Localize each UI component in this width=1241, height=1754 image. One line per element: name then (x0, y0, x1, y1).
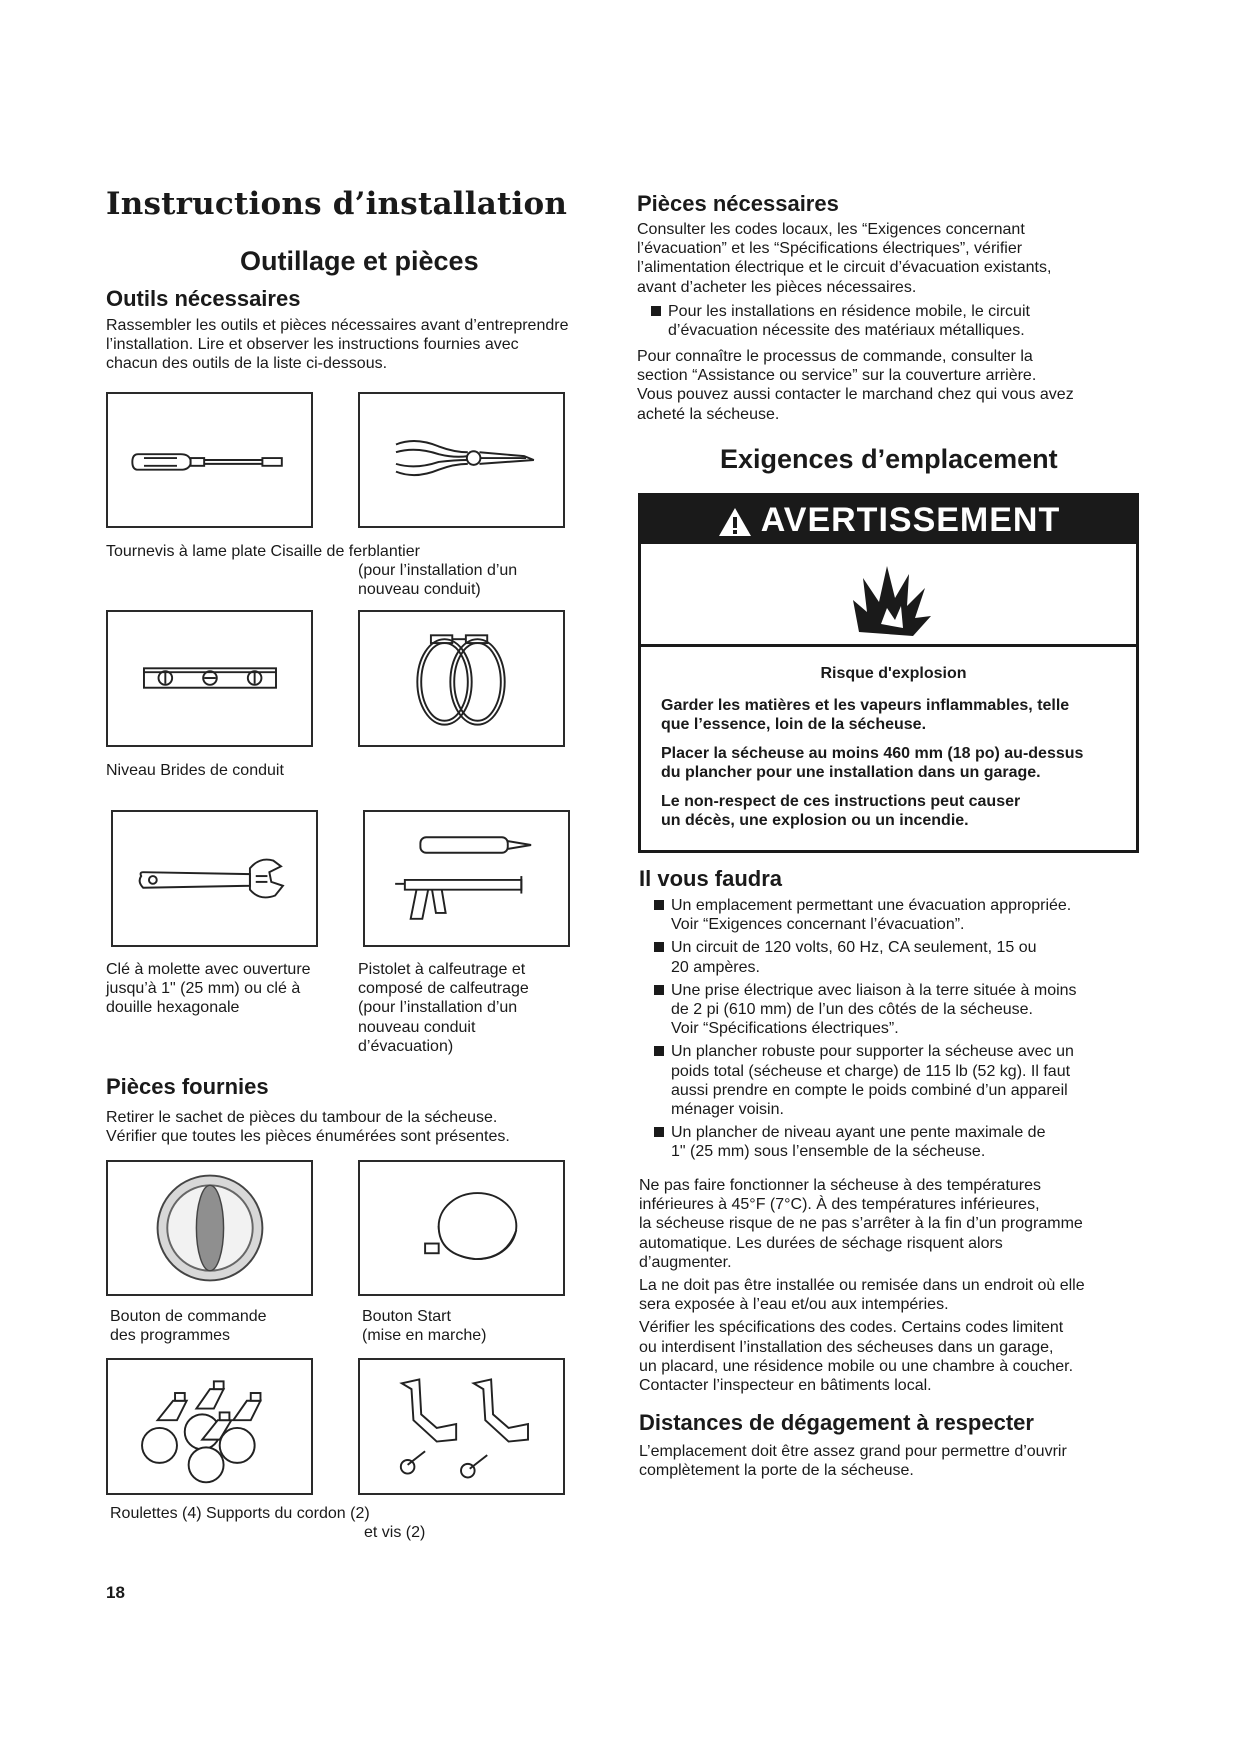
text-line: (pour l’installation d’un (358, 999, 518, 1017)
text-line: du plancher pour une installation dans un garage. (661, 764, 1041, 781)
text-line: complètement la porte de la sécheuse. (639, 1462, 914, 1480)
parts-needed-text (637, 220, 1137, 297)
tools-heading: Outils nécessaires (106, 286, 301, 311)
text-line: poids total (sécheuse et charge) de 115 lb (52 kg). Il faut (671, 1062, 1071, 1080)
text-line: Garder les matières et les vapeurs inflammables, telle (661, 696, 1070, 714)
bullet-icon (654, 985, 664, 995)
text-line: (pour l’installation d’un (358, 562, 518, 579)
screwdriver-icon (108, 394, 311, 526)
start-button-illustration (358, 1160, 565, 1296)
page-number: 18 (106, 1583, 125, 1602)
text-line: Voir “Exigences concernant l’évacuation”. (671, 916, 965, 934)
bullet-icon (654, 1046, 664, 1056)
clearance-heading: Distances de dégagement à respecter (639, 1410, 1034, 1435)
text-line: Pour les installations en résidence mobile, le circuit (668, 303, 1030, 320)
text-line: Un plancher robuste pour supporter la sécheuse avec un (671, 1043, 1074, 1061)
tools-caption: Tournevis à lame plate Cisaille de ferblantier (106, 543, 420, 560)
cycle-knob-caption (110, 1307, 267, 1345)
parts-supplied-intro (106, 1108, 510, 1146)
warning-paragraph (661, 744, 1126, 783)
paragraph (639, 1176, 1139, 1272)
level-illustration (106, 610, 313, 747)
bullet-icon (654, 900, 664, 910)
warning-text (661, 664, 1126, 840)
text-line: que l’essence, loin de la sécheuse. (661, 716, 927, 733)
text-line: l’alimentation électrique et le circuit d’évacuation existants, (637, 259, 1052, 277)
text-line: acheté la sécheuse. (637, 405, 780, 423)
text-line: Le non-respect de ces instructions peut causer (661, 792, 1021, 810)
text-line: des programmes (110, 1327, 231, 1345)
paragraph (639, 1318, 1139, 1395)
text-line: inférieures à 45°F (7°C). À des températures inférieures, (639, 1196, 1040, 1214)
text-line: un placard, une résidence mobile ou une chambre à coucher. (639, 1357, 1074, 1375)
explosion-pictogram (641, 544, 1136, 647)
text-line: L’emplacement doit être assez grand pour permettre d’ouvrir (639, 1443, 1067, 1460)
text-line: 1" (25 mm) sous l’ensemble de la sécheuse. (671, 1143, 986, 1161)
text-line: La ne doit pas être installée ou remisée dans un endroit où elle (639, 1277, 1085, 1295)
text-line: Un emplacement permettant une évacuation appropriée. (671, 897, 1072, 914)
text-line: Placer la sécheuse au moins 460 mm (18 po) au-dessus (661, 744, 1084, 762)
warning-risk: Risque d'explosion (820, 665, 967, 682)
text-line: Consulter les codes locaux, les “Exigences concernant (637, 221, 1025, 238)
cord-support-icon (360, 1360, 563, 1493)
explosion-icon (641, 544, 1136, 644)
text-line: Une prise électrique avec liaison à la terre située à moins (671, 981, 1077, 999)
warning-paragraph (661, 696, 1126, 735)
tin-snips-icon (360, 394, 563, 526)
text-line: Ne pas faire fonctionner la sécheuse à des températures (639, 1177, 1042, 1194)
cord-supports-illustration (358, 1358, 565, 1495)
level-icon (108, 612, 311, 745)
text-line: Pour connaître le processus de commande, consulter la (637, 348, 1033, 365)
text-line: 20 ampères. (671, 958, 760, 976)
location-title: Exigences d’emplacement (720, 444, 1058, 474)
text-line: ou interdisent l’installation des sécheuses dans un garage, (639, 1338, 1054, 1356)
text-line: ménager voisin. (671, 1101, 784, 1119)
text-line: Bouton de commande (110, 1308, 267, 1325)
text-line: de 2 pi (610 mm) de l’un des côtés de la sécheuse. (671, 1001, 1033, 1019)
screws-note: et vis (2) (364, 1524, 426, 1541)
control-knob-icon (108, 1162, 311, 1294)
text-line: d’évacuation) (358, 1037, 454, 1055)
caulking-gun-icon (365, 812, 568, 945)
duct-clamps-illustration (358, 610, 565, 747)
text-line: aussi prendre en compte le poids combiné d’un appareil (671, 1081, 1068, 1099)
text-line: section “Assistance ou service” sur la couverture arrière. (637, 367, 1037, 385)
list-item (653, 1123, 1133, 1161)
text-line: Vérifier les spécifications des codes. Certains codes limitent (639, 1319, 1064, 1337)
text-line: Vérifier que toutes les pièces énumérées sont présentes. (106, 1128, 510, 1146)
text-line: Pistolet à calfeutrage et (358, 961, 526, 978)
list-item (650, 302, 1241, 340)
cycle-knob-illustration (106, 1160, 313, 1296)
text-line: sera exposée à l’eau et/ou aux intempéries. (639, 1296, 949, 1314)
text-line: Contacter l’inspecteur en bâtiments local. (639, 1377, 932, 1395)
text-line: l’installation. Lire et observer les instructions fournies avec (106, 336, 519, 354)
caulking-gun-caption (358, 960, 529, 1056)
parts-caption: Roulettes (4) Supports du cordon (2) (110, 1505, 370, 1522)
tin-snips-illustration (358, 392, 565, 528)
location-paragraphs (639, 1176, 1139, 1399)
tin-snips-note (358, 561, 517, 599)
text-line: jusqu’à 1" (25 mm) ou clé à (106, 980, 301, 998)
text-line: Bouton Start (362, 1308, 451, 1325)
bullet-icon (654, 942, 664, 952)
list-item (653, 938, 1133, 976)
text-line: Un plancher de niveau ayant une pente maximale de (671, 1124, 1046, 1142)
text-line: douille hexagonale (106, 999, 240, 1017)
list-item (653, 981, 1133, 1039)
start-button-icon (360, 1162, 563, 1294)
text-line: Retirer le sachet de pièces du tambour de la sécheuse. (106, 1109, 498, 1126)
caster-icon (108, 1360, 311, 1493)
text-line: Clé à molette avec ouverture (106, 961, 311, 978)
page-title: Instructions d’installation (106, 186, 568, 222)
warning-title: AVERTISSEMENT (760, 501, 1061, 539)
text-line: chacun des outils de la liste ci-dessous. (106, 355, 388, 373)
bullet-icon (651, 306, 661, 316)
warning-box (638, 493, 1139, 853)
text-line: d’évacuation nécessite des matériaux métalliques. (668, 322, 1025, 340)
text-line: automatique. Les durées de séchage risquent alors (639, 1234, 1003, 1252)
text-line: Voir “Spécifications électriques”. (671, 1020, 899, 1038)
order-text (637, 347, 1074, 424)
tools-caption: Niveau Brides de conduit (106, 762, 284, 779)
clearance-text (639, 1442, 1067, 1480)
parts-needed-heading: Pièces nécessaires (637, 191, 839, 216)
text-line: (mise en marche) (362, 1327, 487, 1345)
wrench-icon (113, 812, 316, 945)
start-button-caption (362, 1307, 486, 1345)
warning-triangle-icon (717, 506, 753, 538)
section-title-tools-parts: Outillage et pièces (240, 246, 479, 276)
text-line: Un circuit de 120 volts, 60 Hz, CA seulement, 15 ou (671, 939, 1037, 957)
warning-header (641, 496, 1136, 544)
text-line: nouveau conduit (358, 1018, 476, 1036)
warning-paragraph (661, 792, 1126, 831)
list-item (653, 1042, 1133, 1119)
need-list (653, 896, 1133, 1166)
text-line: d’augmenter. (639, 1253, 732, 1271)
paragraph (639, 1276, 1139, 1314)
duct-clamp-icon (360, 612, 563, 745)
text-line: la sécheuse risque de ne pas s’arrêter à la fin d’un programme (639, 1215, 1083, 1233)
text-line: composé de calfeutrage (358, 980, 529, 998)
casters-illustration (106, 1358, 313, 1495)
bullet-icon (654, 1127, 664, 1137)
text-line: l’évacuation” et les “Spécifications électriques”, vérifier (637, 240, 1023, 258)
caulking-gun-illustration (363, 810, 570, 947)
text-line: Vous pouvez aussi contacter le marchand chez qui vous avez (637, 386, 1074, 404)
text-line: nouveau conduit) (358, 581, 481, 599)
list-item (653, 896, 1133, 934)
text-line: Rassembler les outils et pièces nécessaires avant d’entreprendre (106, 317, 569, 334)
text-line: avant d’acheter les pièces nécessaires. (637, 278, 917, 296)
wrench-illustration (111, 810, 318, 947)
screwdriver-illustration (106, 392, 313, 528)
wrench-caption (106, 960, 311, 1018)
parts-supplied-heading: Pièces fournies (106, 1074, 269, 1099)
need-heading: Il vous faudra (639, 866, 783, 891)
text-line: un décès, une explosion ou un incendie. (661, 812, 969, 829)
tools-intro (106, 316, 568, 374)
